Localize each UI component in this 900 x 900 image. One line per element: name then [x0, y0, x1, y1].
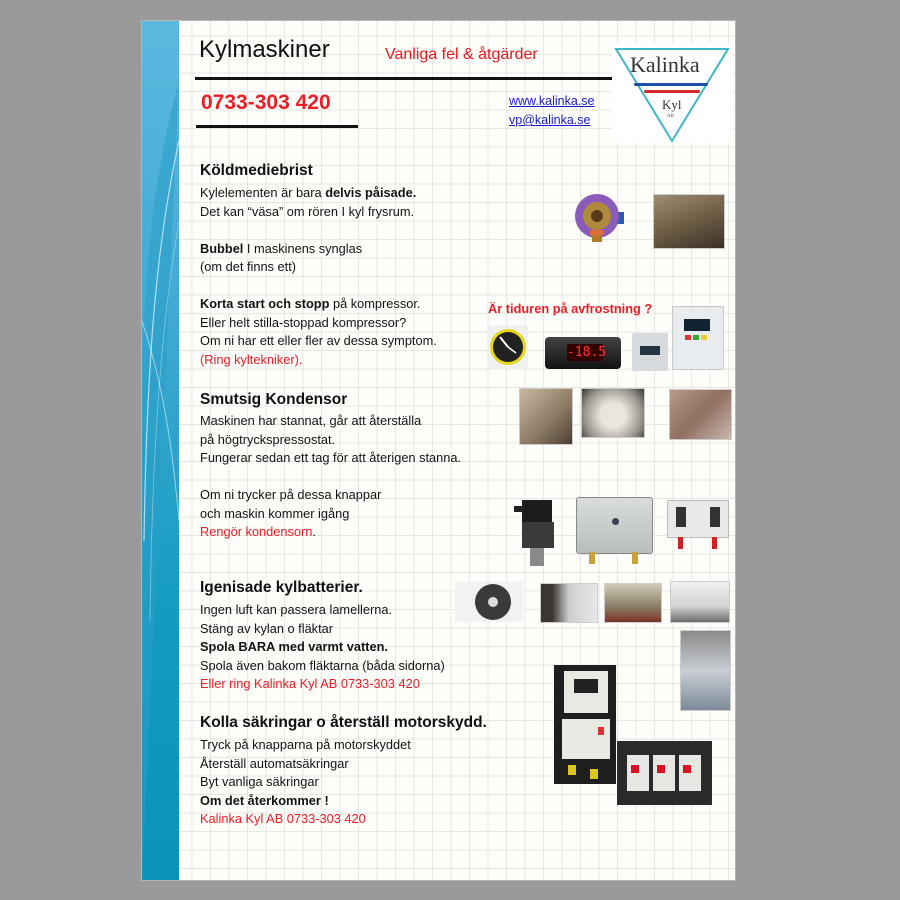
text-line: Korta start och stopp på kompressor.: [200, 296, 421, 311]
section-heading-igenisade-kylbatterier: Igenisade kylbatterier.: [200, 579, 363, 596]
motor-protectors-photo: [617, 741, 712, 805]
logo-tiny: AB: [667, 114, 674, 119]
pressure-switch-1: [514, 496, 558, 568]
evaporator-fans: [670, 581, 730, 623]
text-line: Stäng av kylan o fläktar: [200, 620, 334, 636]
digital-thermostat-photo: -18.5: [545, 337, 621, 369]
iced-coil-1: [540, 583, 598, 623]
section-body-smutsig-kondensor: [200, 412, 461, 542]
header-divider: [195, 77, 612, 80]
dirty-condenser-3: [669, 389, 732, 440]
text-line: Maskinen har stannat, går att återställa: [200, 413, 422, 428]
iced-fan-photo: [455, 582, 523, 622]
text-line: (om det finns ett): [200, 259, 297, 274]
text-line-red: Kalinka Kyl AB 0733-303 420: [200, 811, 366, 826]
logo-red-bar: [644, 90, 700, 93]
section-body-koldmediebrist: [200, 184, 437, 369]
dirty-condenser-1: [519, 388, 573, 445]
text-line: Det kan “väsa” om rören I kyl frysrum.: [200, 203, 415, 219]
text-line-red: (Ring kyltekniker).: [200, 351, 303, 367]
logo-name: Kalinka: [630, 52, 700, 77]
text-line: och maskin kommer igång: [200, 505, 350, 521]
text-line: [200, 277, 437, 296]
email-link[interactable]: vp@kalinka.se: [509, 113, 591, 127]
text-line: Bubbel I maskinens synglas: [200, 240, 363, 256]
text-line: [200, 468, 461, 487]
evaporator-photo: [653, 194, 725, 249]
text-line: Tryck på knapparna på motorskyddet: [200, 737, 411, 752]
text-line: Om ni trycker på dessa knappar: [200, 487, 382, 502]
contactor-photo: [554, 665, 616, 784]
text-line: Om det återkommer !: [200, 792, 329, 808]
text-line: Spola även bakom fläktarna (båda sidorna): [200, 657, 445, 673]
din-controller-photo: [632, 333, 668, 371]
iced-coil-2: [604, 583, 662, 623]
document-page: [142, 21, 735, 880]
logo-blue-bar: [634, 83, 708, 86]
phone-underline: [196, 125, 358, 128]
section-heading-koldmediebrist: Köldmediebrist: [200, 162, 313, 179]
text-line: [200, 221, 437, 240]
text-line: på högtryckspressostat.: [200, 431, 336, 447]
text-line: Eller helt stilla-stoppad kompressor?: [200, 314, 407, 330]
logo-sub: Kyl: [662, 97, 682, 112]
text-line: Om ni har ett eller fler av dessa symptom.: [200, 333, 437, 348]
wave-decoration-icon: [142, 21, 179, 880]
control-box-photo: [672, 306, 724, 370]
pressure-switch-3: [667, 500, 729, 538]
page-subtitle: Vanliga fel & åtgärder: [385, 46, 538, 63]
pressure-switch-2: [576, 497, 653, 554]
section-heading-kolla-sakringar: Kolla säkringar o återställ motorskydd.: [200, 714, 487, 731]
text-line: Ingen luft kan passera lamellerna.: [200, 602, 393, 617]
sight-glass-photo: [572, 190, 627, 242]
dirty-condenser-2: [581, 388, 645, 438]
text-line: Kylelementen är bara delvis påisade.: [200, 185, 417, 200]
iced-fan-side: [680, 630, 731, 711]
text-line: Rengör kondensorn.: [200, 524, 316, 539]
text-line: Återställ automatsäkringar: [200, 755, 349, 771]
defrost-caption: Är tiduren på avfrostning ?: [488, 301, 653, 316]
phone-number: 0733-303 420: [201, 91, 331, 114]
text-line: Byt vanliga säkringar: [200, 774, 319, 789]
section-body-kolla-sakringar: [200, 736, 411, 829]
page-title: Kylmaskiner: [199, 36, 330, 63]
text-line: Spola BARA med varmt vatten.: [200, 639, 388, 654]
kalinka-logo: [612, 43, 732, 143]
text-line-red: Eller ring Kalinka Kyl AB 0733-303 420: [200, 676, 420, 691]
section-body-igenisade-kylbatterier: [200, 601, 445, 694]
section-heading-smutsig-kondensor: Smutsig Kondensor: [200, 391, 348, 408]
decorative-blue-stripe: [142, 21, 179, 880]
website-link[interactable]: www.kalinka.se: [509, 94, 595, 108]
text-line: Fungerar sedan ett tag för att återigen stanna.: [200, 450, 462, 465]
defrost-timer-photo: [488, 325, 528, 369]
